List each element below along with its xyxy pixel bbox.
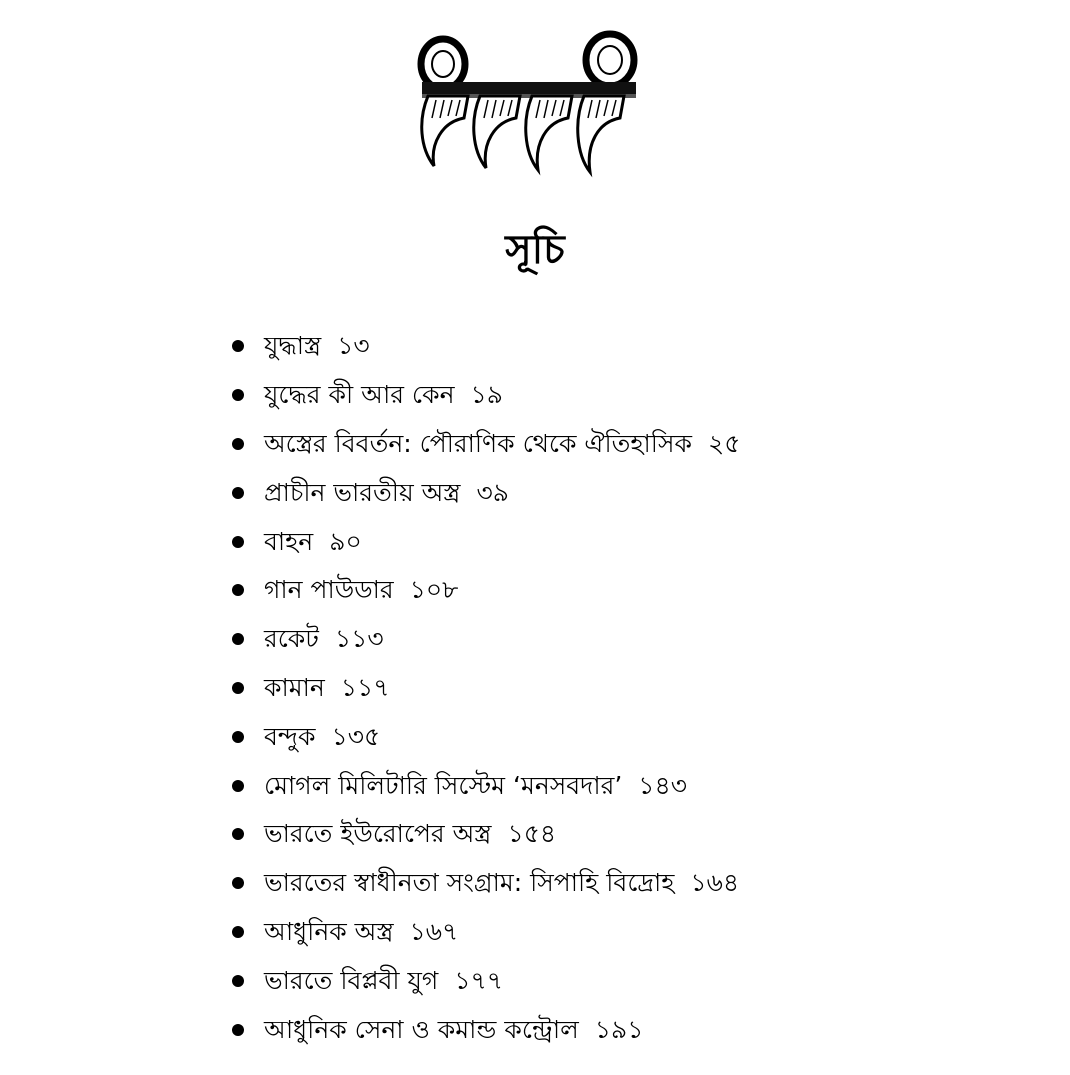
toc-item-title: ভারতে বিপ্লবী যুগ xyxy=(264,965,439,995)
bullet-icon xyxy=(232,340,244,352)
ancient-claw-weapon-icon xyxy=(398,26,648,182)
toc-item-title: কামান xyxy=(264,672,325,702)
toc-item-title: গান পাউডার xyxy=(264,575,394,605)
toc-item-title: ভারতে ইউরোপের অস্ত্র xyxy=(264,819,492,849)
toc-item-page: ১৬৭ xyxy=(409,916,459,946)
toc-item[interactable] xyxy=(228,859,740,908)
toc-item-title: আধুনিক অস্ত্র xyxy=(264,916,394,946)
bullet-icon xyxy=(232,438,244,450)
toc-item-title: রকেট xyxy=(264,624,319,654)
toc-item[interactable] xyxy=(228,908,740,957)
table-of-contents xyxy=(228,322,740,1054)
toc-item-title: যুদ্ধের কী আর কেন xyxy=(264,380,455,410)
page-title: সূচি xyxy=(505,227,565,273)
toc-item-page: ৯০ xyxy=(329,526,362,556)
toc-item-title: যুদ্ধাস্ত্র xyxy=(264,331,322,361)
toc-item-title: বাহন xyxy=(264,526,314,556)
toc-item-page: ১০৮ xyxy=(409,575,459,605)
bullet-icon xyxy=(232,584,244,596)
toc-item-title: আধুনিক সেনা ও কমান্ড কন্ট্রোল xyxy=(264,1014,579,1044)
toc-item-title: অস্ত্রের বিবর্তন: পৌরাণিক থেকে ঐতিহাসিক xyxy=(264,428,692,458)
toc-item[interactable] xyxy=(228,712,740,761)
bullet-icon xyxy=(232,780,244,792)
toc-item-page: ২৫ xyxy=(707,428,741,458)
toc-item[interactable] xyxy=(228,517,740,566)
bullet-icon xyxy=(232,877,244,889)
bullet-icon xyxy=(232,487,244,499)
toc-item-page: ৩৯ xyxy=(476,477,509,507)
bullet-icon xyxy=(232,389,244,401)
toc-item-page: ১৯ xyxy=(470,380,503,410)
bullet-icon xyxy=(232,926,244,938)
toc-item[interactable] xyxy=(228,615,740,664)
bullet-icon xyxy=(232,536,244,548)
toc-item-title: ভারতের স্বাধীনতা সংগ্রাম: সিপাহি বিদ্রোহ xyxy=(264,868,675,898)
toc-item-title: বন্দুক xyxy=(264,721,316,751)
toc-item[interactable] xyxy=(228,810,740,859)
bullet-icon xyxy=(232,731,244,743)
toc-item-title: প্রাচীন ভারতীয় অস্ত্র xyxy=(264,477,461,507)
bullet-icon xyxy=(232,1024,244,1036)
toc-item[interactable] xyxy=(228,664,740,713)
toc-item-page: ১১৭ xyxy=(340,672,390,702)
toc-item[interactable] xyxy=(228,566,740,615)
toc-item[interactable] xyxy=(228,1005,740,1054)
toc-item-page: ১১৩ xyxy=(334,624,384,654)
bullet-icon xyxy=(232,975,244,987)
toc-item-page: ১৫৪ xyxy=(507,819,557,849)
toc-item[interactable] xyxy=(228,420,740,469)
toc-item-page: ১৪৩ xyxy=(638,770,687,800)
bullet-icon xyxy=(232,682,244,694)
toc-item-page: ১৩ xyxy=(337,331,370,361)
toc-item[interactable] xyxy=(228,371,740,420)
toc-item-page: ১৩৫ xyxy=(331,721,381,751)
toc-item[interactable] xyxy=(228,468,740,517)
toc-item-page: ১৬৪ xyxy=(690,868,740,898)
toc-item-title: মোগল মিলিটারি সিস্টেম ‘মনসবদার’ xyxy=(264,770,623,800)
toc-item-page: ১৯১ xyxy=(594,1014,644,1044)
toc-item[interactable] xyxy=(228,761,740,810)
toc-item[interactable] xyxy=(228,956,740,1005)
bullet-icon xyxy=(232,633,244,645)
bullet-icon xyxy=(232,828,244,840)
toc-item-page: ১৭৭ xyxy=(454,965,504,995)
toc-item[interactable] xyxy=(228,322,740,371)
